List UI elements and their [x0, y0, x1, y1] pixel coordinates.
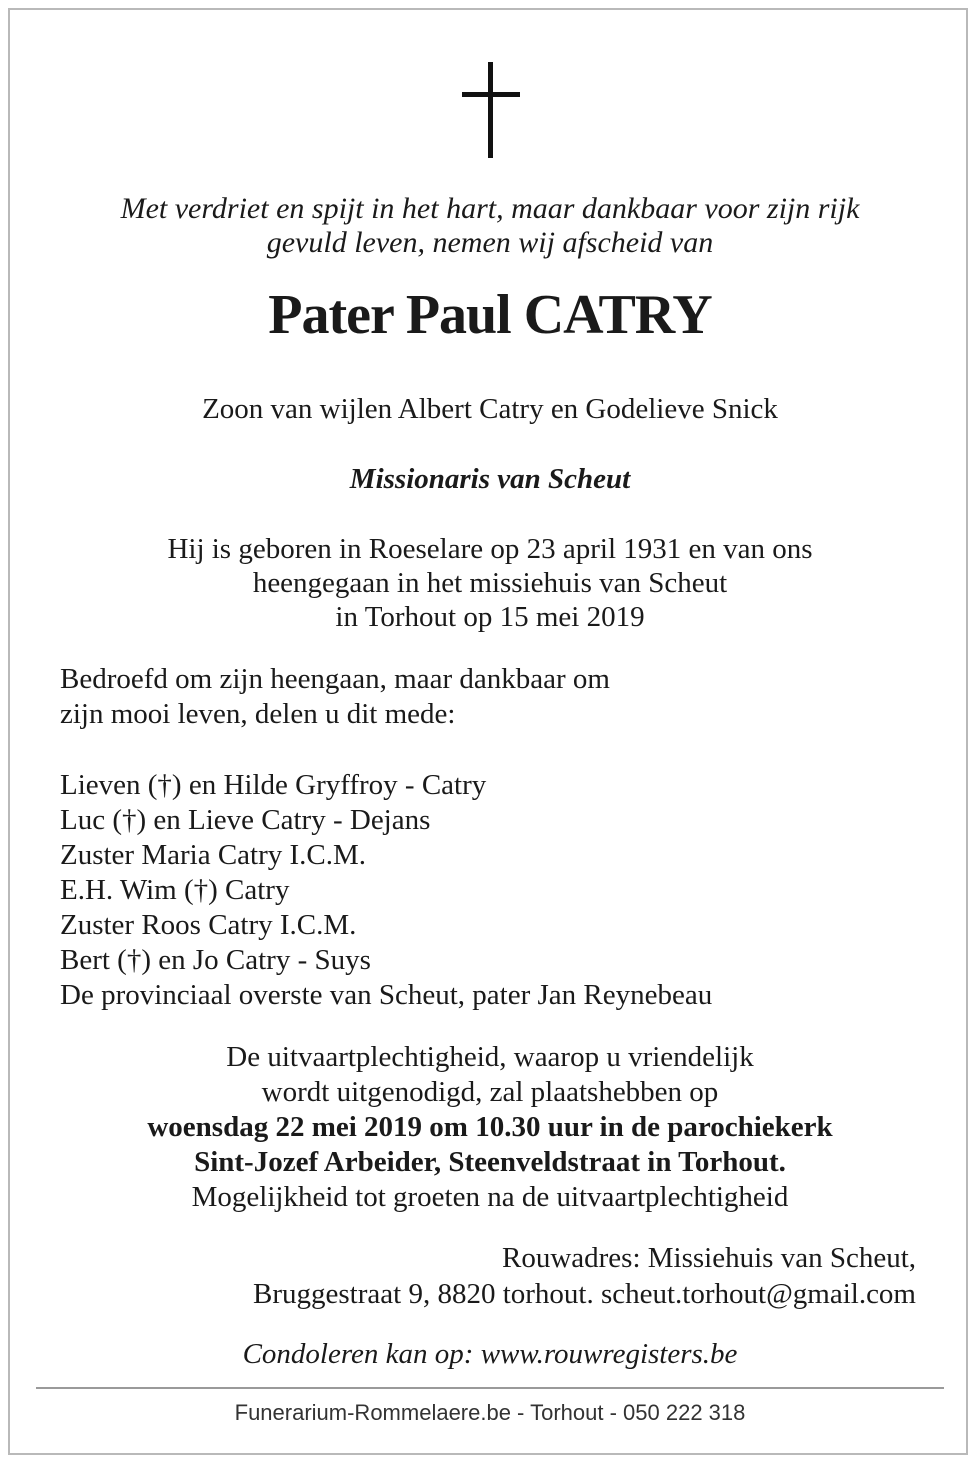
sharing-line-1: Bedroefd om zijn heengaan, maar dankbaar om [60, 663, 610, 695]
footer-divider [36, 1387, 944, 1389]
family-member: Luc (†) en Lieve Catry - Dejans [60, 804, 431, 836]
deceased-name: Pater Paul CATRY [268, 284, 712, 346]
family-member: Lieven (†) en Hilde Gryffroy - Catry [60, 769, 487, 801]
family-member: Zuster Maria Catry I.C.M. [60, 839, 367, 871]
intro-line-1: Met verdriet en spijt in het hart, maar dankbaar voor zijn rijk [120, 192, 860, 225]
intro-text [40, 192, 940, 260]
birth-death-text [40, 532, 940, 634]
sharing-text [60, 662, 940, 732]
address-line-2: Bruggestraat 9, 8820 torhout. scheut.torhout@gmail.com [253, 1278, 916, 1310]
birth-line-1: Hij is geboren in Roeselare op 23 april 1931 en van ons [167, 533, 813, 565]
funeral-info [40, 1040, 940, 1215]
cross-icon [462, 62, 520, 158]
son-of-text: Zoon van wijlen Albert Catry en Godelieve Snick [202, 393, 778, 425]
funeral-line-5: Mogelijkheid tot groeten na de uitvaartplechtigheid [191, 1181, 789, 1213]
footer-text: Funerarium-Rommelaere.be - Torhout - 050 222 318 [234, 1400, 746, 1425]
birth-line-2: heengegaan in het missiehuis van Scheut [252, 567, 728, 599]
address-line-1: Rouwadres: Missiehuis van Scheut, [501, 1242, 916, 1274]
mourning-address [253, 1240, 916, 1312]
family-list [60, 768, 940, 1013]
family-member: Bert (†) en Jo Catry - Suys [60, 944, 371, 976]
family-member: Zuster Roos Catry I.C.M. [60, 909, 357, 941]
family-member: De provinciaal overste van Scheut, pater Jan Reynebeau [60, 979, 713, 1011]
birth-line-3: in Torhout op 15 mei 2019 [335, 601, 645, 633]
condolence-text: Condoleren kan op: www.rouwregisters.be [242, 1338, 738, 1370]
title-text: Missionaris van Scheut [349, 463, 631, 495]
intro-line-2: gevuld leven, nemen wij afscheid van [266, 226, 714, 259]
sharing-line-2: zijn mooi leven, delen u dit mede: [60, 698, 456, 730]
family-member: E.H. Wim (†) Catry [60, 874, 290, 906]
funeral-line-2: wordt uitgenodigd, zal plaatshebben op [261, 1076, 719, 1108]
funeral-location-line: Sint-Jozef Arbeider, Steenveldstraat in Torhout. [194, 1146, 786, 1178]
funeral-line-1: De uitvaartplechtigheid, waarop u vriendelijk [226, 1041, 754, 1073]
funeral-date-line: woensdag 22 mei 2019 om 10.30 uur in de parochiekerk [147, 1111, 833, 1143]
